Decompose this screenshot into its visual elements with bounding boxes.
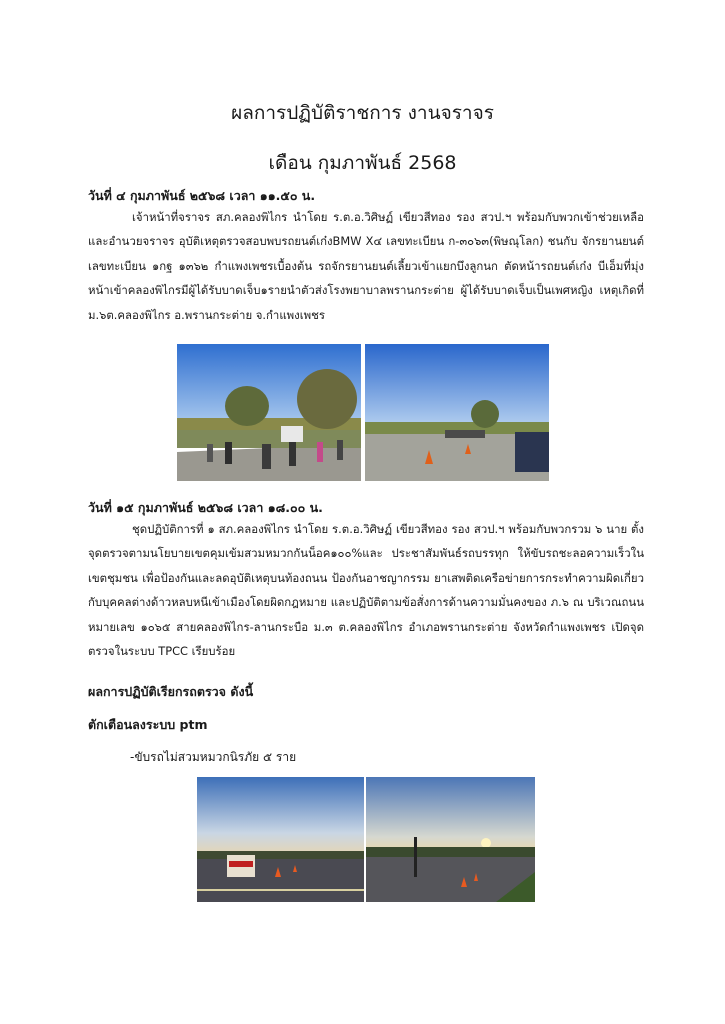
results-heading: ผลการปฏิบัติเรียกรถตรวจ ดังนี้ — [88, 684, 254, 699]
section2-paragraph — [88, 517, 644, 663]
results-item: -ขับรถไม่สวมหมวกนิรภัย ๕ ราย — [130, 750, 297, 764]
section1-heading: วันที่ ๔ กุมภาพันธ์ ๒๕๖๘ เวลา ๑๑.๕๐ น. — [88, 188, 316, 203]
checkpoint-photo-2 — [366, 777, 535, 902]
accident-photo-1 — [177, 344, 361, 481]
page-subtitle-month: เดือน กุมภาพันธ์ 2568 — [268, 152, 457, 174]
section1-body: เจ้าหน้าที่จราจร สภ.คลองพิไกร นำโดย ร.ต.อ.วิศิษฏ์ เขียวสีทอง รอง สวป.ฯ พร้อมกับพวกเข้าช่วยเหลือและอำนวยจราจร อุบัติเหตุตรวจสอบพบรถยนต์เก๋งBMW X๔ เลขทะเบียน ก-๓๐๖๓(พิษณุโลก) ชนกับ จักรยานยนต์ เลขทะเบียน ๑กฐ ๑๓๖๒ กำแพงเพชรเบื้องต้น รถจักรยานยนต์เลี้ยวเข้าแยกบึงลูกนก ตัดหน้ารถยนต์เก๋ง บีเอ็มที่มุ่งหน้าเข้าคลองพิไกรมีผู้ได้รับบาดเจ็บ๑รายนำตัวส่งโรงพยาบาลพรานกระต่าย ผู้ได้รับบาดเจ็บเป็นเพศหญิง เหตุเกิดที่ ม.๖ต.คลองพิไกร อ.พรานกระต่าย จ.กำแพงเพชร — [88, 210, 644, 322]
checkpoint-photo-1 — [197, 777, 364, 902]
results-subheading: ตักเตือนลงระบบ ptm — [88, 717, 208, 732]
section1-paragraph — [88, 205, 644, 327]
section2-body: ชุดปฏิบัติการที่ ๑ สภ.คลองพิไกร นำโดย ร.ต.อ.วิศิษฏ์ เขียวสีทอง รอง สวป.ฯ พร้อมกับพวกรวม ๖ นาย ตั้งจุดตรวจตามนโยบายเขตคุมเข้มสวมหมวกกันน็อค๑๐๐%และ ประชาสัมพันธ์รถบรรทุก ให้ขับรถชะลอความเร็วในเขตชุมชน เพื่อป้องกันและลดอุบัติเหตุบนท้องถนน ป้องกันอาชญากรรม ยาเสพติดเครือข่ายการกระทำความผิดเกี่ยวกับบุคคลต่างด้าวหลบหนีเข้าเมืองโดยผิดกฎหมาย และปฏิบัติตามข้อสั่งการด้านความมั่นคงของ ภ.๖ ณ บริเวณถนนหมายเลข ๑๐๖๕ สายคลองพิไกร-ลานกระบือ ม.๓ ต.คลองพิไกร อำเภอพรานกระต่าย จังหวัดกำแพงเพชร เปิดจุดตรวจในระบบ TPCC เรียบร้อย — [88, 522, 644, 659]
accident-photo-2 — [365, 344, 549, 481]
page-title: ผลการปฏิบัติราชการ งานจราจร — [231, 102, 494, 124]
section2-heading: วันที่ ๑๕ กุมภาพันธ์ ๒๕๖๘ เวลา ๑๘.๐๐ น. — [88, 500, 323, 515]
